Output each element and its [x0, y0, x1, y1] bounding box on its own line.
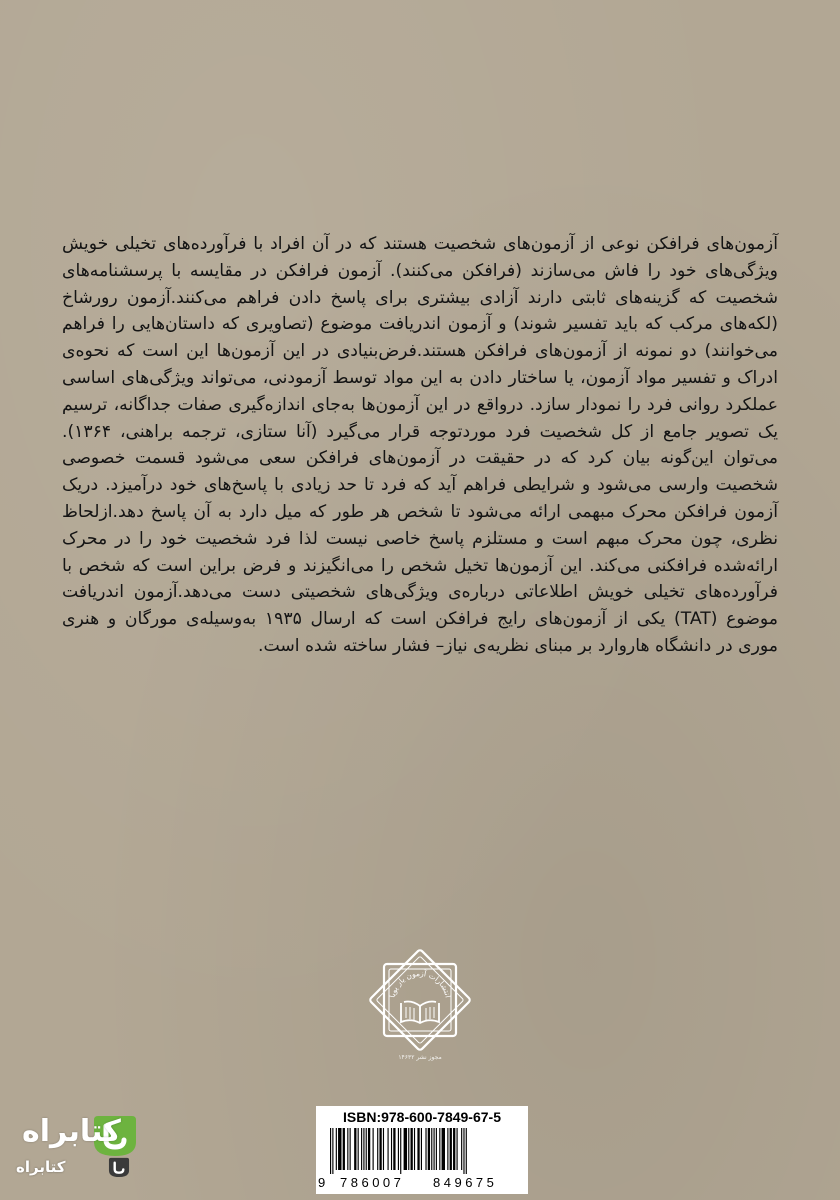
- barcode-bars-icon: [330, 1128, 516, 1174]
- barcode-bar: [361, 1128, 362, 1170]
- barcode-bar: [336, 1128, 337, 1170]
- barcode-bar: [350, 1128, 351, 1170]
- barcode-bar: [421, 1128, 422, 1170]
- ketabrah-small-logo-icon: [108, 1156, 130, 1178]
- barcode-bar: [373, 1128, 374, 1170]
- barcode-bar: [414, 1128, 415, 1170]
- synopsis-paragraph: آزمون‌های فرافکن نوعی از آزمون‌های شخصیت هستند که در آن افراد با فرآورده‌های تخیلی خویش ویژگی‌های خود را فاش می‌سازند (فرافکن می‌کنند). آزمون فرافکن در مقایسه با پرسشنامه‌های شخصیت که گزینه‌های ثابتی دارند آزادی بیشتری برای پاسخ دادن فراهم می‌کنند.آزمون رورشاخ (لکه‌های مرکب که باید تفسیر شوند) و آزمون اندریافت موضوع (تصاویری که داستان‌هایی را فراهم می‌خوانند) دو نمونه از آزمون‌های فرافکن هستند.فرض‌بنیادی در این آزمون‌ها این است که نحوه‌ی ادراک و تفسیر مواد آزمون، یا ساختار دادن به این مواد توسط آزمودنی، می‌تواند ویژگی‌های اساسی عملکرد روانی فرد را نمودار سازد. درواقع در این آزمون‌ها به‌جای اندازه‌گیری صفات جداگانه، ترسیم یک تصویر جامع از کل شخصیت فرد موردتوجه قرار می‌گیرد (آنا ستازی، ترجمه براهنی، ۱۳۶۴). می‌توان این‌گونه بیان کرد که در حقیقت در آزمون‌های فرافکن سعی می‌شود قسمت خصوصی شخصیت وارسی می‌شود و شرایطی فراهم آید که فرد تا حد زیادی با پاسخ‌های خود درآمیزد. دریک آزمون فرافکن محرک مبهمی ارائه می‌شود تا شخص هر طور که میل دارد به آن پاسخ دهد.ازلحاظ نظری، چون محرک مبهم است و مستلزم پاسخ خاصی نیست لذا فرد شخصیت خود را در محرک ارائه‌شده فرافکنی می‌کند. این آزمون‌ها تخیل شخص را می‌انگیزند و فرض براین است که شخص با فرآورده‌های تخیلی خویش اطلاعاتی درباره‌ی ویژگی‌های شخصیتی دست می‌دهد.آزمون اندریافت موضوع (TAT) یکی از آزمون‌های رایج فرافکن است که ارسال ۱۹۳۵ به‌وسیله‌ی مورگان و هنری موری در دانشگاه هاروارد بر مبنای نظریه‌ی نیاز– فشار ساخته شده است.: [62, 234, 778, 656]
- barcode-bar: [393, 1128, 395, 1170]
- barcode-bar: [391, 1128, 392, 1170]
- isbn-barcode: [316, 1106, 528, 1194]
- barcode-bar: [379, 1128, 381, 1170]
- barcode-bar: [450, 1128, 452, 1170]
- watermark-brand-small: کتابراه: [16, 1158, 66, 1176]
- barcode-bar: [408, 1128, 409, 1170]
- barcode-bar: [447, 1128, 448, 1170]
- barcode-bar: [425, 1128, 426, 1170]
- barcode-bar: [453, 1128, 455, 1170]
- publisher-logo-icon: [360, 940, 480, 1070]
- barcode-bar: [398, 1128, 399, 1170]
- isbn-label: ISBN:978-600-7849-67-5: [343, 1109, 501, 1125]
- barcode-bar: [434, 1128, 435, 1170]
- barcode-bar: [431, 1128, 432, 1170]
- back-cover-text: [62, 231, 778, 660]
- barcode-bar: [442, 1128, 445, 1170]
- barcode-bar: [428, 1128, 430, 1170]
- barcode-digits-right: 849675: [433, 1175, 498, 1190]
- barcode-digit-lead: 9: [318, 1175, 326, 1190]
- barcode-bar: [354, 1128, 356, 1170]
- emblem-arc-text: انتشارات آزمون یار پویا: [387, 968, 453, 999]
- barcode-bar: [366, 1128, 367, 1170]
- barcode-bar: [332, 1128, 333, 1174]
- barcode-bar: [466, 1128, 467, 1174]
- barcode-bar: [363, 1128, 364, 1170]
- ketabrah-watermark: [4, 1108, 139, 1192]
- barcode-bar: [461, 1128, 462, 1170]
- barcode-bar: [338, 1128, 341, 1170]
- barcode-bar: [436, 1128, 437, 1170]
- barcode-bar: [404, 1128, 407, 1170]
- barcode-bar: [377, 1128, 378, 1170]
- barcode-bar: [388, 1128, 389, 1170]
- barcode-bar: [417, 1128, 419, 1170]
- barcode-bar: [347, 1128, 348, 1170]
- barcode-bar: [411, 1128, 413, 1170]
- barcode-bar: [330, 1128, 331, 1174]
- barcode-bar: [383, 1128, 384, 1170]
- barcode-digits-left: 786007: [340, 1175, 405, 1190]
- barcode-bar: [457, 1128, 458, 1170]
- barcode-bar: [358, 1128, 359, 1170]
- barcode-bar: [400, 1128, 401, 1174]
- watermark-brand: کتابراه: [22, 1114, 121, 1149]
- emblem-caption: مجوز نشر ۱۴۶۳۲: [398, 1054, 442, 1061]
- barcode-bar: [368, 1128, 370, 1170]
- barcode-bar: [439, 1128, 440, 1170]
- barcode-bar: [343, 1128, 345, 1170]
- publisher-emblem: [360, 940, 480, 1070]
- barcode-bar: [463, 1128, 464, 1174]
